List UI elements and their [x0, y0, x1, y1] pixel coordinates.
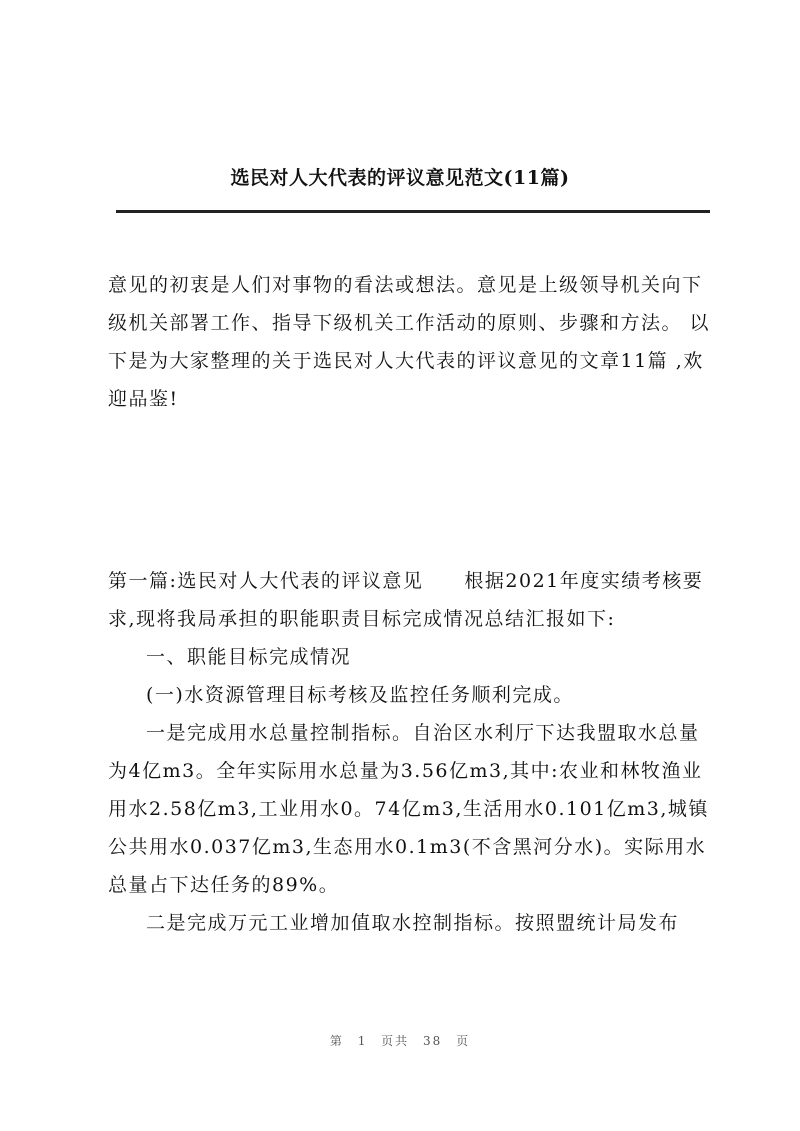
title-divider: [116, 210, 710, 213]
footer-page-number: 1: [357, 1034, 368, 1048]
footer-middle: 页共: [381, 1034, 410, 1048]
page-footer: [0, 1032, 800, 1049]
intro-paragraph: 意见的初衷是人们对事物的看法或想法。意见是上级领导机关向下级机关部署工作、指导下级机关工作活动的原则、步骤和方法。 以下是为大家整理的关于选民对人大代表的评议意见的文章11篇 ,欢迎品鉴!: [108, 274, 711, 410]
footer-suffix: 页: [456, 1034, 471, 1048]
subheading-functional-goals: 一、职能目标完成情况: [146, 646, 352, 668]
body-paragraph: 二是完成万元工业增加值取水控制指标。按照盟统计局发布: [146, 912, 680, 934]
section-heading-paragraph: 第一篇:选民对人大代表的评议意见 根据2021年度实绩考核要求,现将我局承担的职能职责目标完成情况总结汇报如下:: [108, 570, 704, 630]
document-title: 选民对人大代表的评议意见范文(11篇): [230, 167, 570, 189]
subheading-water-resources: (一)水资源管理目标考核及监控任务顺利完成。: [146, 684, 574, 706]
body-text: [108, 562, 714, 942]
body-paragraph: 一是完成用水总量控制指标。自治区水利厅下达我盟取水总量为4亿m3。全年实际用水总量为3.56亿m3,其中:农业和林牧渔业用水2.58亿m3,工业用水0。74亿m3,生活用水0.101亿m3,城镇公共用水0.037亿m3,生态用水0.1m3(不含黑河分水)。实际用水总量占下达任务的89%。: [108, 722, 709, 896]
footer-prefix: 第: [329, 1034, 344, 1048]
footer-total-pages: 38: [423, 1034, 443, 1048]
